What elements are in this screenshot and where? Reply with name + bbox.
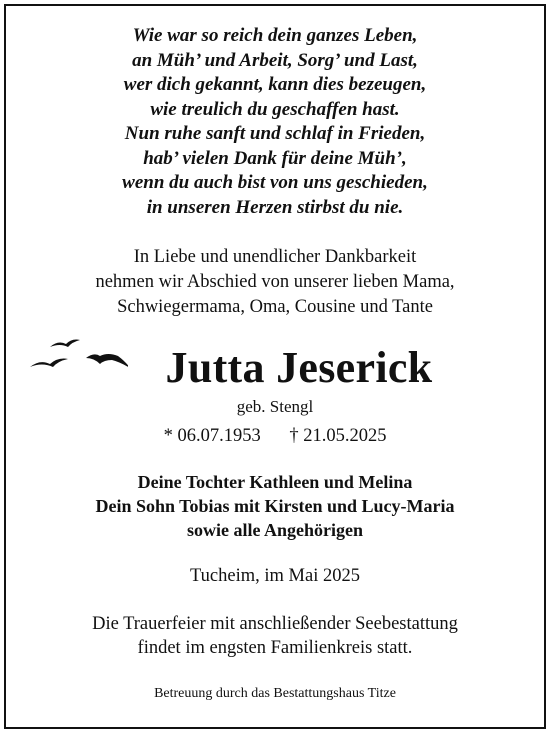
mourners bbox=[0, 470, 550, 542]
place-date: Tucheim, im Mai 2025 bbox=[190, 566, 360, 586]
poem-line: wenn du auch bist von uns geschieden, bbox=[122, 172, 428, 193]
service-line: findet im engsten Familienkreis statt. bbox=[137, 638, 413, 658]
mourner-line: sowie alle Angehörigen bbox=[187, 520, 363, 540]
mourner-line: Dein Sohn Tobias mit Kirsten und Lucy-Maria bbox=[95, 496, 455, 516]
poem-line: in unseren Herzen stirbst du nie. bbox=[146, 196, 404, 218]
farewell-intro bbox=[0, 245, 550, 320]
service-line: Die Trauerfeier mit anschließender Seebestattung bbox=[92, 614, 458, 634]
poem-line: wie treulich du geschaffen hast. bbox=[150, 98, 400, 120]
poem-line: an Müh’ und Arbeit, Sorg’ und Last, bbox=[132, 49, 418, 71]
life-dates bbox=[0, 425, 550, 447]
service-info bbox=[0, 612, 550, 660]
death-date: † 21.05.2025 bbox=[289, 426, 387, 446]
birth-date: * 06.07.1953 bbox=[163, 426, 261, 446]
deceased-name: Jutta Jeserick bbox=[165, 343, 433, 392]
poem bbox=[0, 24, 550, 220]
intro-line: In Liebe und unendlicher Dankbarkeit bbox=[133, 247, 417, 267]
maiden-name: geb. Stengl bbox=[236, 397, 314, 416]
poem-line: Wie war so reich dein ganzes Leben, bbox=[132, 25, 418, 46]
mourner-line: Deine Tochter Kathleen und Melina bbox=[137, 472, 413, 492]
intro-line: nehmen wir Abschied von unserer lieben Mama, bbox=[95, 272, 455, 292]
intro-line: Schwiegermama, Oma, Cousine und Tante bbox=[117, 297, 433, 317]
poem-line: Nun ruhe sanft und schlaf in Frieden, bbox=[124, 123, 426, 144]
undertaker-credit: Betreuung durch das Bestattungshaus Titze bbox=[154, 686, 396, 701]
poem-line: wer dich gekannt, kann dies bezeugen, bbox=[123, 74, 427, 95]
poem-line: hab’ vielen Dank für deine Müh’, bbox=[143, 147, 407, 169]
